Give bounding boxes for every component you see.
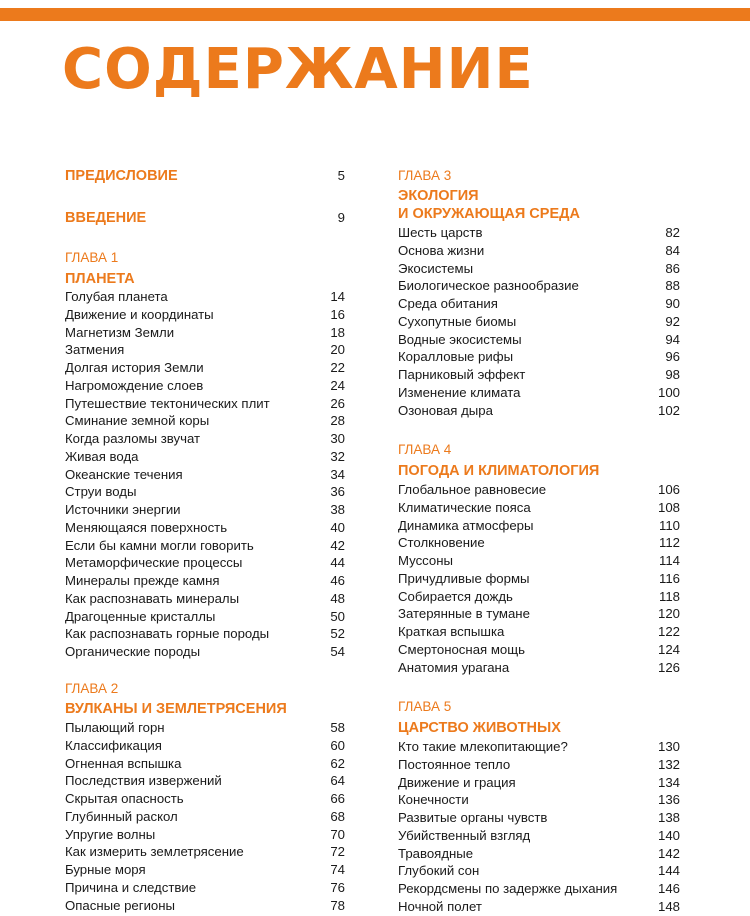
toc-entry-title: Биологическое разнообразие — [398, 278, 579, 294]
toc-entry-page: 84 — [665, 242, 680, 258]
toc-entry-title: Пылающий горн — [65, 720, 165, 735]
toc-entry[interactable] — [65, 737, 345, 755]
toc-entry[interactable] — [398, 774, 680, 792]
toc-entry-title: Кто такие млекопитающие? — [398, 739, 568, 754]
toc-entry-page: 66 — [330, 791, 345, 806]
toc-entry-title: Движение и координаты — [65, 306, 214, 322]
toc-entry[interactable] — [398, 659, 680, 677]
toc-entry-page: 36 — [330, 484, 345, 500]
toc-entry[interactable] — [398, 552, 680, 570]
toc-entry-page: 132 — [657, 756, 680, 772]
toc-entry[interactable] — [398, 641, 680, 659]
toc-entry-title: Последствия извержений — [65, 773, 222, 789]
toc-entry-title: Основа жизни — [398, 242, 485, 258]
toc-entry-title: Озоновая дыра — [398, 402, 493, 418]
toc-entry-title: Ночной полет — [398, 898, 482, 914]
toc-entry-title: Источники энергии — [65, 502, 181, 517]
toc-entry-page: 76 — [330, 879, 345, 895]
toc-entry[interactable] — [398, 845, 680, 863]
toc-entry-title: Минералы прежде камня — [65, 573, 220, 588]
toc-entry-title: Среда обитания — [398, 296, 498, 311]
toc-entry-title: Сухопутные биомы — [398, 313, 517, 329]
toc-entry[interactable] — [65, 537, 345, 555]
toc-entry-title: Затмения — [65, 342, 125, 358]
toc-entry-page: 116 — [658, 570, 680, 586]
toc-entry[interactable] — [65, 772, 345, 790]
toc-entry-page: 92 — [665, 313, 680, 329]
toc-entry-page: 24 — [330, 377, 345, 393]
toc-entry[interactable] — [65, 359, 345, 377]
toc-entry[interactable] — [65, 879, 345, 897]
toc-entry[interactable] — [65, 519, 345, 537]
toc-entry[interactable] — [65, 395, 345, 413]
toc-entry-page: 82 — [665, 225, 680, 240]
toc-entry-title: Собирается дождь — [398, 588, 513, 604]
toc-entry-page: 34 — [330, 466, 345, 482]
toc-entry-page: 114 — [658, 553, 680, 568]
toc-entry-title: Океанские течения — [65, 466, 183, 482]
toc-entry-title: Краткая вспышка — [398, 624, 505, 639]
toc-entry[interactable] — [65, 790, 345, 808]
toc-entry[interactable] — [398, 481, 680, 499]
toc-entry-page: 70 — [330, 826, 345, 842]
toc-entry-page: 20 — [330, 342, 345, 358]
chapter-2-title: ВУЛКАНЫ И ЗЕМЛЕТРЯСЕНИЯ — [65, 701, 287, 717]
toc-entry-page: 134 — [657, 774, 680, 790]
toc-entry[interactable] — [65, 306, 345, 324]
toc-entry[interactable] — [65, 572, 345, 590]
toc-entry-title: Шесть царств — [398, 225, 483, 240]
toc-entry-title: Климатические пояса — [398, 499, 531, 515]
toc-entry[interactable] — [65, 412, 345, 430]
toc-entry-title: Огненная вспышка — [65, 755, 182, 771]
toc-entry-title: Нагромождение слоев — [65, 377, 204, 393]
toc-entry[interactable] — [65, 341, 345, 359]
toc-entry-title: Анатомия урагана — [398, 659, 510, 675]
toc-entry[interactable] — [65, 377, 345, 395]
toc-entry[interactable] — [398, 809, 680, 827]
toc-entry[interactable] — [65, 808, 345, 826]
toc-entry[interactable] — [65, 590, 345, 608]
toc-entry[interactable] — [398, 499, 680, 517]
toc-entry-title: Классификация — [65, 737, 162, 753]
toc-entry-page: 130 — [657, 739, 680, 754]
toc-entry-title: Голубая планета — [65, 289, 168, 304]
toc-entry-title: Как распознавать горные породы — [65, 626, 270, 642]
intro-page: 9 — [337, 210, 345, 225]
toc-entry-page: 30 — [330, 431, 345, 446]
toc-entry[interactable] — [398, 242, 680, 260]
chapter-3-title-line1: ЭКОЛОГИЯ — [398, 188, 479, 204]
toc-entry[interactable] — [398, 738, 680, 756]
toc-entry[interactable] — [65, 448, 345, 466]
intro-title: ВВЕДЕНИЕ — [65, 210, 147, 226]
toc-entry[interactable] — [65, 843, 345, 861]
toc-entry-page: 58 — [330, 720, 345, 735]
toc-entry-page: 60 — [330, 737, 345, 753]
toc-entry[interactable] — [398, 756, 680, 774]
chapter-5-label: ГЛАВА 5 — [398, 699, 452, 714]
toc-entry-page: 38 — [330, 502, 345, 517]
toc-entry-page: 120 — [657, 606, 680, 622]
toc-entry-page: 64 — [330, 773, 345, 789]
toc-entry-page: 142 — [657, 845, 680, 861]
toc-entry[interactable] — [398, 366, 680, 384]
toc-entry-page: 52 — [330, 626, 345, 642]
toc-entry-title: Метаморфические процессы — [65, 555, 243, 571]
toc-entry-title: Долгая история Земли — [65, 360, 204, 375]
toc-entry-title: Постоянное тепло — [398, 756, 511, 772]
toc-entry-intro[interactable] — [65, 209, 345, 227]
top-accent-bar — [0, 8, 750, 21]
toc-entry-title: Причина и следствие — [65, 879, 197, 895]
toc-entry-page: 98 — [665, 367, 680, 382]
toc-entry-page: 78 — [330, 897, 345, 913]
toc-entry[interactable] — [65, 608, 345, 626]
toc-entry[interactable] — [65, 483, 345, 501]
toc-entry[interactable] — [398, 384, 680, 402]
toc-entry[interactable] — [65, 625, 345, 643]
toc-entry[interactable] — [65, 430, 345, 448]
toc-entry-page: 48 — [330, 590, 345, 606]
chapter-1-label: ГЛАВА 1 — [65, 250, 119, 265]
toc-entry-title: Бурные моря — [65, 862, 146, 877]
toc-entry-page: 110 — [658, 517, 680, 533]
toc-entry-title: Развитые органы чувств — [398, 810, 548, 825]
toc-entry-title: Экосистемы — [398, 260, 474, 276]
toc-entry-title: Водные экосистемы — [398, 331, 522, 347]
toc-entry[interactable] — [398, 880, 680, 898]
toc-entry[interactable] — [398, 277, 680, 295]
toc-entry[interactable] — [398, 402, 680, 420]
toc-entry-title: Органические породы — [65, 644, 201, 659]
toc-entry-title: Травоядные — [398, 845, 474, 861]
toc-entry[interactable] — [398, 588, 680, 606]
toc-entry-page: 108 — [657, 499, 680, 515]
toc-entry-title: Упругие волны — [65, 826, 156, 842]
toc-entry-title: Изменение климата — [398, 384, 521, 400]
toc-entry-title: Если бы камни могли говорить — [65, 537, 254, 553]
toc-entry-title: Струи воды — [65, 484, 137, 500]
toc-entry-page: 62 — [330, 755, 345, 771]
toc-entry[interactable] — [398, 260, 680, 278]
chapter-3-label: ГЛАВА 3 — [398, 168, 452, 183]
toc-entry-title: Как распознавать минералы — [65, 590, 240, 606]
toc-entry-page: 14 — [330, 289, 345, 304]
toc-entry[interactable] — [398, 791, 680, 809]
toc-entry[interactable] — [398, 331, 680, 349]
toc-entry-page: 136 — [657, 792, 680, 808]
toc-entry-page: 40 — [330, 519, 345, 535]
toc-entry-page: 42 — [330, 537, 345, 553]
toc-entry-title: Рекордсмены по задержке дыхания — [398, 881, 618, 896]
toc-entry-page: 54 — [330, 644, 345, 659]
toc-entry-page: 146 — [657, 881, 680, 896]
toc-entry[interactable] — [398, 623, 680, 641]
toc-entry-page: 144 — [657, 863, 680, 879]
toc-entry-page: 96 — [665, 349, 680, 365]
toc-entry[interactable] — [65, 324, 345, 342]
toc-entry-title: Сминание земной коры — [65, 413, 210, 429]
toc-entry-page: 18 — [330, 324, 345, 340]
toc-entry-title: Когда разломы звучат — [65, 431, 201, 446]
toc-entry[interactable] — [398, 348, 680, 366]
toc-entry-page: 102 — [657, 402, 680, 418]
preface-title: ПРЕДИСЛОВИЕ — [65, 168, 178, 184]
toc-entry[interactable] — [398, 827, 680, 845]
toc-entry-preface[interactable] — [65, 167, 345, 185]
toc-entry-page: 26 — [330, 395, 345, 411]
toc-entry-page: 16 — [330, 306, 345, 322]
toc-entry-title: Как измерить землетрясение — [65, 844, 244, 860]
toc-entry-page: 112 — [658, 535, 680, 551]
toc-entry-page: 68 — [330, 808, 345, 824]
toc-entry-title: Парниковый эффект — [398, 367, 526, 382]
toc-entry-page: 86 — [665, 260, 680, 276]
toc-entry-title: Драгоценные кристаллы — [65, 608, 216, 624]
toc-entry-page: 32 — [330, 448, 345, 464]
toc-entry-title: Динамика атмосферы — [398, 517, 534, 533]
toc-entry-title: Скрытая опасность — [65, 791, 184, 806]
toc-entry-page: 106 — [657, 482, 680, 497]
chapter-3-title-line2: И ОКРУЖАЮЩАЯ СРЕДА — [398, 206, 580, 222]
toc-entry[interactable] — [398, 295, 680, 313]
page-title: СОДЕРЖАНИЕ — [62, 37, 534, 102]
toc-entry-page: 50 — [330, 608, 345, 624]
toc-entry[interactable] — [65, 861, 345, 879]
toc-entry[interactable] — [398, 313, 680, 331]
toc-entry[interactable] — [65, 501, 345, 519]
toc-entry[interactable] — [65, 643, 345, 661]
toc-entry-page: 122 — [657, 624, 680, 639]
toc-entry-title: Столкновение — [398, 535, 485, 551]
toc-entry-title: Смертоносная мощь — [398, 641, 525, 657]
toc-entry[interactable] — [65, 554, 345, 572]
toc-entry[interactable] — [398, 224, 680, 242]
toc-entry-title: Глобальное равновесие — [398, 482, 547, 497]
toc-entry-title: Движение и грация — [398, 774, 516, 790]
toc-entry-page: 74 — [330, 862, 345, 877]
toc-entry-page: 28 — [330, 413, 345, 429]
toc-entry-title: Путешествие тектонических плит — [65, 395, 270, 411]
toc-entry[interactable] — [398, 605, 680, 623]
toc-entry-title: Конечности — [398, 792, 469, 808]
toc-entry-page: 140 — [657, 827, 680, 843]
toc-entry[interactable] — [65, 897, 345, 915]
toc-entry-page: 46 — [330, 573, 345, 588]
toc-entry-title: Убийственный взгляд — [398, 827, 531, 843]
toc-entry-page: 94 — [665, 331, 680, 347]
chapter-2-label: ГЛАВА 2 — [65, 681, 119, 696]
chapter-1-title: ПЛАНЕТА — [65, 271, 135, 287]
toc-entry[interactable] — [398, 898, 680, 916]
toc-entry-title: Коралловые рифы — [398, 349, 514, 365]
toc-entry-title: Глубинный раскол — [65, 808, 178, 824]
toc-entry-page: 72 — [330, 844, 345, 860]
toc-entry[interactable] — [65, 826, 345, 844]
chapter-4-label: ГЛАВА 4 — [398, 442, 452, 457]
toc-entry-title: Муссоны — [398, 553, 454, 568]
toc-entry-page: 88 — [665, 278, 680, 294]
toc-entry-title: Опасные регионы — [65, 897, 176, 913]
preface-page: 5 — [337, 168, 345, 183]
toc-entry-page: 126 — [657, 659, 680, 675]
toc-entry[interactable] — [65, 466, 345, 484]
toc-entry-title: Меняющаяся поверхность — [65, 519, 228, 535]
toc-entry[interactable] — [65, 288, 345, 306]
toc-entry-page: 100 — [657, 384, 680, 400]
toc-entry-title: Глубокий сон — [398, 863, 480, 879]
toc-entry[interactable] — [398, 862, 680, 880]
toc-entry[interactable] — [398, 517, 680, 535]
toc-entry-title: Затерянные в тумане — [398, 606, 530, 622]
toc-entry-page: 118 — [658, 588, 680, 604]
chapter-5-title: ЦАРСТВО ЖИВОТНЫХ — [398, 720, 561, 736]
toc-entry[interactable] — [65, 719, 345, 737]
toc-entry-page: 148 — [657, 898, 680, 914]
toc-entry-page: 22 — [330, 360, 345, 375]
toc-entry[interactable] — [398, 534, 680, 552]
toc-entry[interactable] — [65, 755, 345, 773]
toc-entry-page: 124 — [657, 641, 680, 657]
toc-entry-page: 90 — [665, 296, 680, 311]
toc-entry-title: Магнетизм Земли — [65, 324, 175, 340]
toc-entry-title: Живая вода — [65, 448, 139, 464]
chapter-4-title: ПОГОДА И КЛИМАТОЛОГИЯ — [398, 463, 600, 479]
toc-entry[interactable] — [398, 570, 680, 588]
toc-entry-title: Причудливые формы — [398, 570, 530, 586]
toc-entry-page: 44 — [330, 555, 345, 571]
toc-entry-page: 138 — [657, 810, 680, 825]
